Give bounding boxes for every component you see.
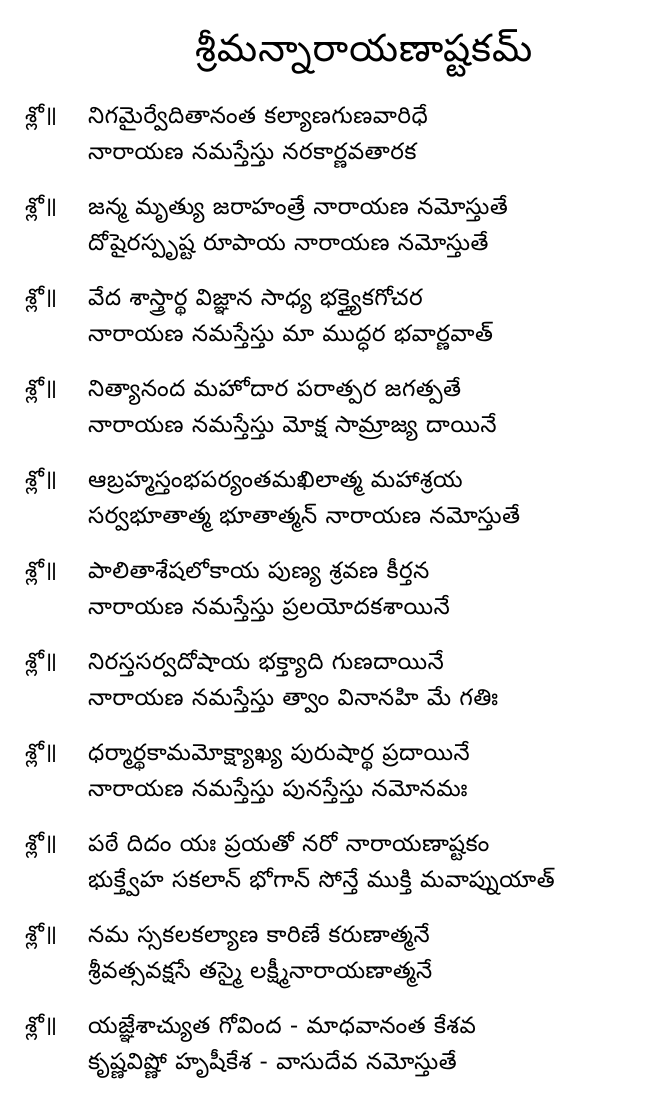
verse-line-1: నమ స్సకలకల్యాణ కారిణే కరుణాత్మనే (88, 922, 431, 948)
verse-line-2: కృష్ణవిష్ణో హృషీకేశ - వాసుదేవ నమోస్తుతే (88, 1049, 458, 1075)
verse-line-1: ఆబ్రహ్మస్తంభపర్యంతమఖిలాత్మ మహాశ్రయ (88, 467, 464, 493)
verse-line-2: నారాయణ నమస్తేస్తు మోక్ష సామ్రాజ్య దాయినే (88, 412, 498, 438)
verse-line-2: శ్రీవత్సవక్షసే తస్మై లక్ష్మీనారాయణాత్మనే (88, 958, 433, 984)
verse-block (0, 188, 662, 279)
verse-line-1: జన్మ మృత్యు జరాహంత్రే నారాయణ నమోస్తుతే (88, 194, 509, 220)
verse-line-2: భుక్త్వేహ సకలాన్ భోగాన్ సోన్తే ముక్తి మవాప్నుయాత్ (88, 867, 556, 893)
verse-block (0, 916, 662, 1007)
verse-block (0, 461, 662, 552)
verse-line-2: సర్వభూతాత్మ భూతాత్మన్ నారాయణ నమోస్తుతే (88, 503, 521, 529)
verse-line-1: పాలితాశేషలోకాయ పుణ్య శ్రవణ కీర్తన (88, 558, 430, 584)
verse-marker: శ్లో॥ (25, 285, 58, 310)
verse-line-1: నిత్యానంద మహోదార పరాత్పర జగత్పతే (88, 376, 462, 402)
verse-block (0, 825, 662, 916)
verse-marker: శ్లో॥ (25, 194, 58, 219)
verse-marker: శ్లో॥ (25, 922, 58, 947)
verse-marker: శ్లో॥ (25, 376, 58, 401)
verse-marker: శ్లో॥ (25, 103, 58, 128)
verse-line-2: నారాయణ నమస్తేస్తు పునస్తేస్తు నమోనమః (88, 776, 468, 802)
verse-block (0, 552, 662, 643)
verse-block (0, 279, 662, 370)
verse-line-1: వేద శాస్త్రార్థ విజ్ఞాన సాధ్య భక్త్యైకగోచర (88, 285, 424, 311)
verse-block (0, 734, 662, 825)
verse-line-2: నారాయణ నమస్తేస్తు మా ముద్ధర భవార్ణవాత్ (88, 321, 494, 347)
verse-line-2: నారాయణ నమస్తేస్తు నరకార్ణవతారక (88, 139, 417, 165)
verse-marker: శ్లో॥ (25, 558, 58, 583)
verse-line-1: పఠే దిదం యః ప్రయతో నరో నారాయణాష్టకం (88, 831, 490, 857)
verse-block (0, 1007, 662, 1098)
verse-marker: శ్లో॥ (25, 467, 58, 492)
verse-line-1: యజ్ఞేశాచ్యుత గోవింద - మాధవానంత కేశవ (88, 1013, 477, 1039)
verse-block (0, 370, 662, 461)
verse-line-1: నిరస్తసర్వదోషాయ భక్త్యాది గుణదాయినే (88, 649, 445, 675)
verse-line-2: నారాయణ నమస్తేస్తు ప్రలయోదకశాయినే (88, 594, 451, 620)
verse-marker: శ్లో॥ (25, 831, 58, 856)
verse-line-1: ధర్మార్థకామమోక్ష్యాఖ్య పురుషార్థ ప్రదాయినే (88, 740, 471, 766)
verse-list (0, 97, 662, 1098)
verse-block (0, 643, 662, 734)
verse-block (0, 97, 662, 188)
verse-line-2: నారాయణ నమస్తేస్తు త్వాం వినానహి మే గతిః (88, 685, 499, 711)
verse-marker: శ్లో॥ (25, 1013, 58, 1038)
verse-marker: శ్లో॥ (25, 649, 58, 674)
verse-marker: శ్లో॥ (25, 740, 58, 765)
verse-line-2: దోషైరస్పృష్ట రూపాయ నారాయణ నమోస్తుతే (88, 230, 489, 256)
verse-line-1: నిగమైర్వేదితానంత కల్యాణగుణవారిధే (88, 103, 429, 129)
page-title: శ్రీమన్నారాయణాష్టకమ్ (195, 26, 534, 70)
